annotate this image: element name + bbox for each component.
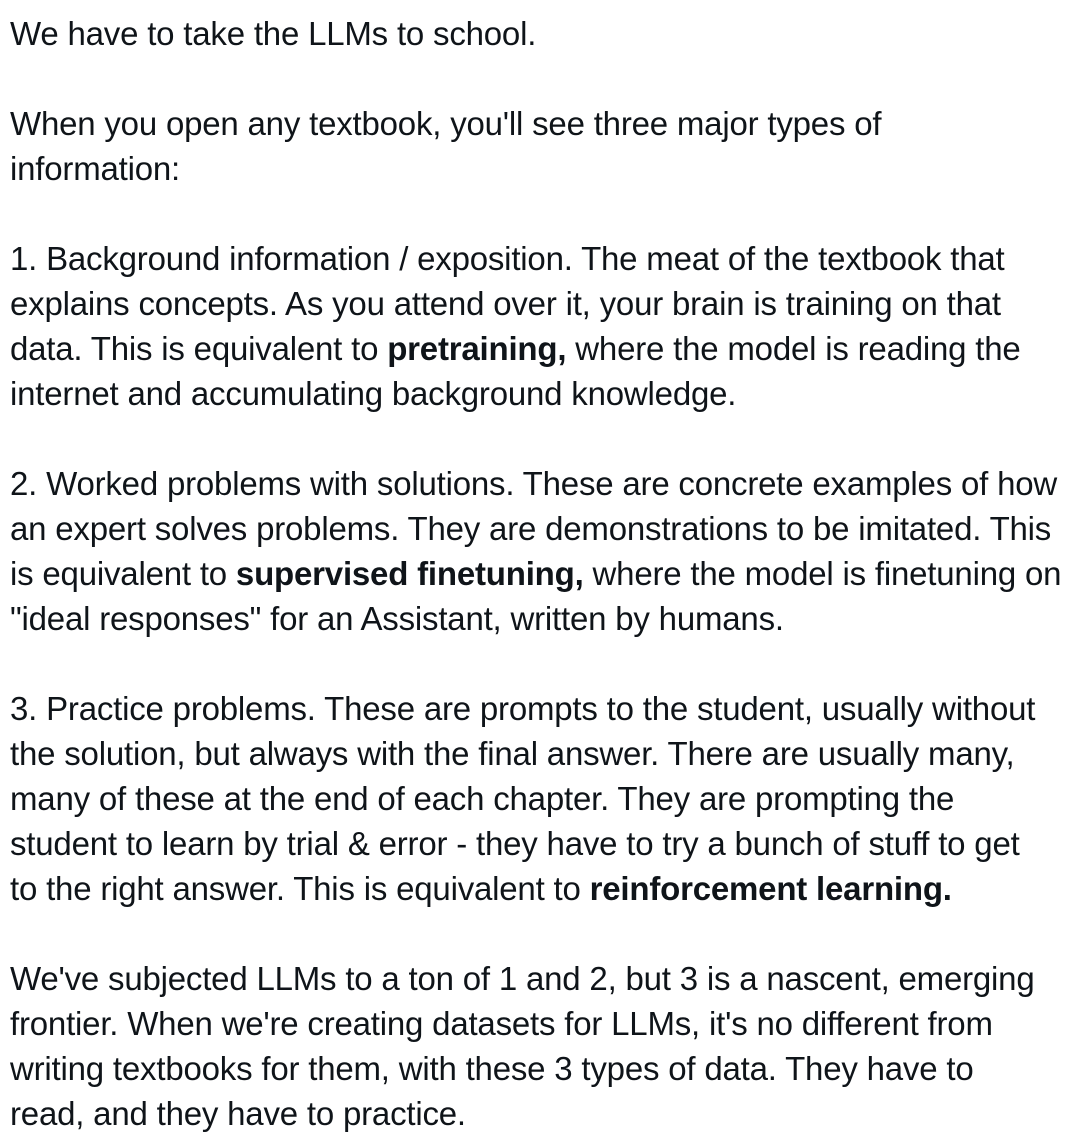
text-segment: 3. Practice problems. These are prompts to the student, usually without xyxy=(10,690,1036,727)
paragraph xyxy=(10,11,1072,56)
text-line xyxy=(10,371,1072,416)
text-segment: frontier. When we're creating datasets for LLMs, it's no different from xyxy=(10,1005,993,1042)
text-line xyxy=(10,596,1072,641)
text-line xyxy=(10,506,1072,551)
text-line xyxy=(10,866,1072,911)
text-segment: We have to take the LLMs to school. xyxy=(10,15,537,52)
text-segment: the solution, but always with the final answer. There are usually many, xyxy=(10,735,1015,772)
text-line xyxy=(10,281,1072,326)
text-segment: student to learn by trial & error - they have to try a bunch of stuff to get xyxy=(10,825,1020,862)
paragraph xyxy=(10,101,1072,191)
text-segment: is equivalent to xyxy=(10,555,236,592)
text-line xyxy=(10,1046,1072,1091)
text-segment: We've subjected LLMs to a ton of 1 and 2, but 3 is a nascent, emerging xyxy=(10,960,1035,997)
bold-term: pretraining, xyxy=(387,330,567,367)
text-segment: data. This is equivalent to xyxy=(10,330,388,367)
text-line xyxy=(10,236,1072,281)
text-segment: When you open any textbook, you'll see three major types of xyxy=(10,105,882,142)
text-line xyxy=(10,146,1072,191)
paragraph xyxy=(10,236,1072,416)
text-segment: to the right answer. This is equivalent to xyxy=(10,870,590,907)
text-line xyxy=(10,11,1072,56)
text-segment: where the model is reading the xyxy=(566,330,1021,367)
text-segment: 2. Worked problems with solutions. These are concrete examples of how xyxy=(10,465,1058,502)
text-line xyxy=(10,1001,1072,1046)
text-segment: information: xyxy=(10,150,181,187)
bold-term: reinforcement learning. xyxy=(589,870,952,907)
text-line xyxy=(10,731,1072,776)
text-segment: explains concepts. As you attend over it, your brain is training on that xyxy=(10,285,1001,322)
text-segment: 1. Background information / exposition. The meat of the textbook that xyxy=(10,240,1005,277)
text-segment: writing textbooks for them, with these 3 types of data. They have to xyxy=(10,1050,974,1087)
text-line xyxy=(10,326,1072,371)
text-segment: where the model is finetuning on xyxy=(583,555,1062,592)
paragraph xyxy=(10,956,1072,1136)
text-line xyxy=(10,956,1072,1001)
text-line xyxy=(10,686,1072,731)
paragraph xyxy=(10,686,1072,911)
text-segment: an expert solves problems. They are demonstrations to be imitated. This xyxy=(10,510,1052,547)
text-segment: "ideal responses" for an Assistant, written by humans. xyxy=(10,600,784,637)
text-line xyxy=(10,551,1072,596)
text-segment: read, and they have to practice. xyxy=(10,1095,466,1132)
text-segment: many of these at the end of each chapter. They are prompting the xyxy=(10,780,955,817)
text-line xyxy=(10,461,1072,506)
text-line xyxy=(10,821,1072,866)
text-line xyxy=(10,1091,1072,1136)
text-line xyxy=(10,776,1072,821)
bold-term: supervised finetuning, xyxy=(235,555,584,592)
text-line xyxy=(10,101,1072,146)
paragraph xyxy=(10,461,1072,641)
text-segment: internet and accumulating background knowledge. xyxy=(10,375,737,412)
